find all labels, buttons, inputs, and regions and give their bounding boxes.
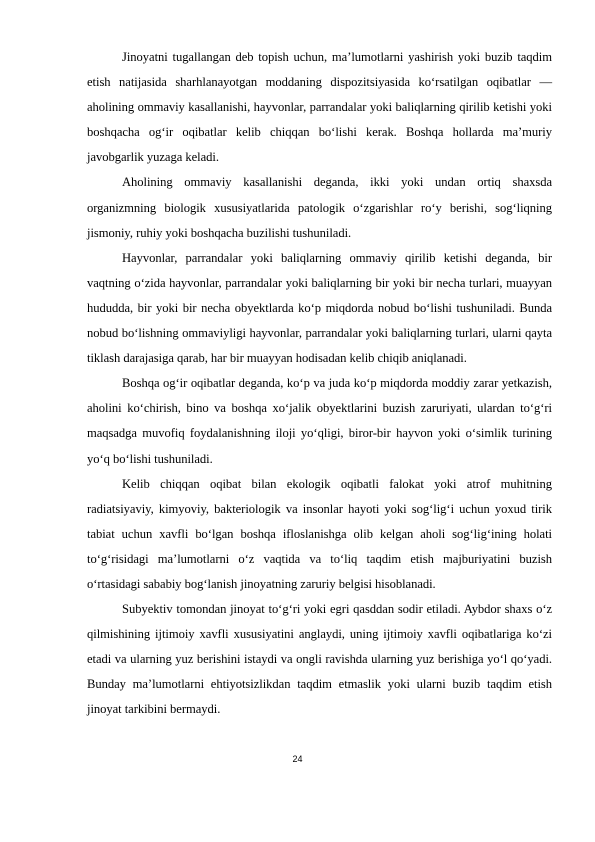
paragraph: Subyektiv tomondan jinoyat to‘g‘ri yoki egri qasddan sodir etiladi. Aybdor shaxs o‘z qilmishining ijtimoiy xavfli xususiyatini anglaydi, uning ijtimoiy xavfli oqibatlariga ko‘zi etadi va ularning yuz berishini istaydi va ongli ravishda ularning yuz berishiga yo‘l qo‘yadi. Bunday ma’lumotlarni ehtiyotsizlikdan taqdim etmaslik yoki ularni buzib taqdim etish jinoyat tarkibini bermaydi.: [87, 602, 552, 717]
paragraph: Jinoyatni tugallangan deb topish uchun, ma’lumotlarni yashirish yoki buzib taqdim etish natijasida sharhlanayotgan moddaning dispozitsiyasida ko‘rsatilgan oqibatlar — aholining ommaviy kasallanishi, hayvonlar, parrandalar yoki baliqlarning qirilib ketishi yoki boshqacha og‘ir oqibatlar kelib chiqqan bo‘lishi kerak. Boshqa hollarda ma’muriy javobgarlik yuzaga keladi.: [87, 50, 552, 165]
paragraph: Hayvonlar, parrandalar yoki baliqlarning ommaviy qirilib ketishi deganda, bir vaqtning o‘zida hayvonlar, parrandalar yoki baliqlarning bir yoki bir necha turlari, muayyan hududda, bir yoki bir necha obyektlarda ko‘p miqdorda nobud bo‘lishi tushuniladi. Bunda nobud bo‘lishning ommaviyligi hayvonlar, parrandalar yoki baliqlarning turlari, ularni qayta tiklash darajasiga qarab, har bir muayyan hodisadan kelib chiqib aniqlanadi.: [87, 250, 552, 366]
paragraph: Aholining ommaviy kasallanishi deganda, ikki yoki undan ortiq shaxsda organizmning biologik xususiyatlarida patologik o‘zgarishlar ro‘y berishi, sog‘liqning jismoniy, ruhiy yoki boshqacha buzilishi tushuniladi.: [87, 175, 552, 240]
paragraph: Boshqa og‘ir oqibatlar deganda, ko‘p va juda ko‘p miqdorda moddiy zarar yetkazish, aholini ko‘chirish, bino va boshqa xo‘jalik obyektlarini buzish zaruriyati, ulardan to‘g‘ri maqsadga muvofiq foydalanishning iloji yo‘qligi, biror-bir hayvon yoki o‘simlik turining yo‘q bo‘lishi tushuniladi.: [87, 376, 552, 466]
document-body: [87, 45, 552, 723]
paragraph: Kelib chiqqan oqibat bilan ekologik oqibatli falokat yoki atrof muhitning radiatsiyaviy, kimyoviy, bakteriologik va insonlar hayoti yoki sog‘lig‘i uchun yoxud tirik tabiat uchun xavfli bo‘lgan boshqa ifloslanishga olib kelgan aholi sog‘lig‘ining holati to‘g‘risidagi ma’lumotlarni o‘z vaqtida va to‘liq taqdim etish majburiyatini buzish o‘rtasidagi sababiy bog‘lanish jinoyatning zaruriy belgisi hisoblanadi.: [87, 476, 552, 591]
page-number: 24: [292, 754, 303, 764]
